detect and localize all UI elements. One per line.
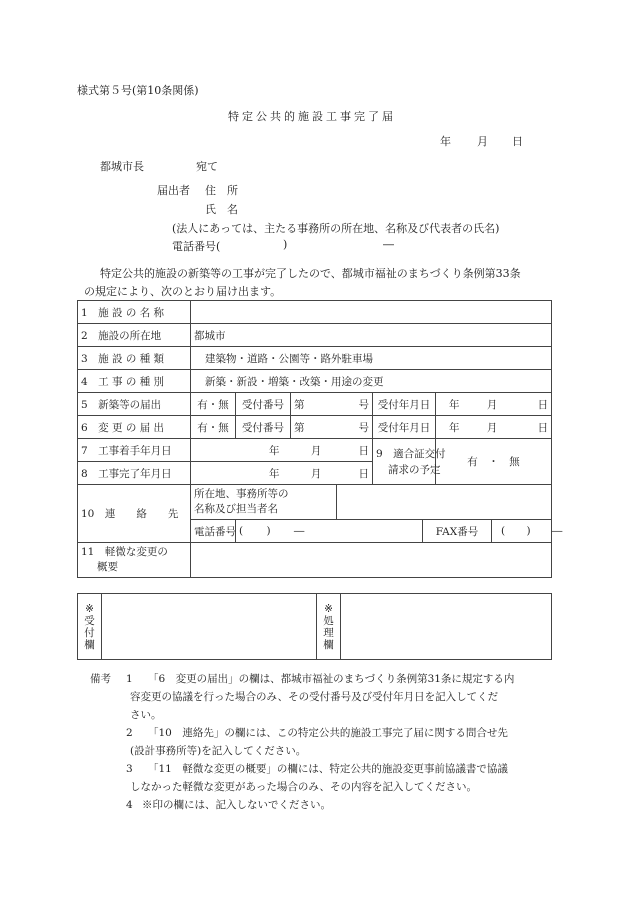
dai-label: 第 — [294, 421, 305, 434]
cert-request-label-line1: 9 適合証交付 — [376, 447, 446, 460]
applicant-phone-close: ) — [283, 238, 288, 251]
ymd-month: 月 — [310, 467, 322, 480]
process-mark-char: ※ — [324, 602, 333, 615]
minor-change-field[interactable] — [191, 543, 552, 578]
dash: ― — [551, 525, 563, 537]
ymd-month: 月 — [486, 421, 498, 434]
receipt-mark-char: 付 — [84, 626, 95, 639]
receipt-mark — [78, 594, 102, 660]
facility-name-field[interactable] — [191, 301, 552, 324]
receipt-field[interactable] — [102, 594, 317, 660]
ymd-year: 年 — [269, 444, 280, 457]
form-title: 特定公共的施設工事完了届 — [228, 110, 396, 123]
facility-location-field[interactable]: 都城市 — [191, 324, 552, 347]
ymd-day: 日 — [358, 444, 369, 457]
intro-line-1: 特定公共的施設の新築等の工事が完了したので、都城市福祉のまちづくり条例第33条 — [100, 267, 521, 280]
receipt-mark-char: 受 — [84, 614, 95, 627]
table-row — [78, 347, 552, 370]
dash: ― — [293, 525, 305, 537]
corporation-note: (法人にあっては、主たる事務所の所在地、名称及び代表者の氏名) — [172, 222, 500, 235]
new-build-receipt-date-field[interactable] — [436, 393, 552, 416]
change-yes-no[interactable]: 有・無 — [191, 416, 236, 439]
ymd-day: 日 — [537, 398, 549, 411]
office-use-table — [77, 593, 552, 660]
process-mark-char: 理 — [323, 626, 334, 639]
work-complete-date-field[interactable] — [191, 462, 373, 485]
applicant-label: 届出者 — [157, 184, 190, 197]
date-day-label: 日 — [512, 135, 523, 148]
ymd-year: 年 — [449, 421, 460, 434]
work-type-label: 4 工 事 の 種 別 — [78, 370, 191, 393]
facility-location-label: 2 施設の所在地 — [78, 324, 191, 347]
process-mark — [317, 594, 341, 660]
table-row — [78, 370, 552, 393]
note-2-line-2: (設計事務所等)を記入してください。 — [130, 745, 307, 757]
completion-form-table — [77, 300, 563, 578]
dai-label: 第 — [294, 398, 305, 411]
new-build-receipt-no-label: 受付番号 — [236, 393, 291, 416]
ymd-month: 月 — [310, 444, 322, 457]
note-number: 3 — [126, 763, 133, 775]
new-build-receipt-date-label: 受付年月日 — [373, 393, 436, 416]
note-2-line-1: 「10 連絡先」の欄には、この特定公共的施設工事完了届に関する問合せ先 — [148, 727, 508, 739]
ymd-day: 日 — [358, 467, 369, 480]
contact-sublabel — [191, 485, 337, 520]
ymd-year: 年 — [449, 398, 460, 411]
note-number: 1 — [126, 673, 133, 685]
receipt-mark-char: 欄 — [84, 638, 95, 651]
date-month-label: 月 — [477, 135, 488, 148]
minor-change-label — [78, 543, 191, 578]
note-1-line-3: さい。 — [130, 709, 162, 721]
contact-fax-label: FAX番号 — [423, 520, 492, 543]
table-row — [78, 301, 552, 324]
process-mark-char: 処 — [323, 614, 334, 627]
applicant-phone-label: 電話番号( — [172, 240, 221, 253]
work-complete-date-label: 8 工事完了年月日 — [78, 462, 191, 485]
new-build-receipt-no-field[interactable] — [291, 393, 373, 416]
work-type-options[interactable]: 新築・新設・増築・改築・用途の変更 — [191, 370, 552, 393]
contact-label: 10 連 絡 先 — [78, 485, 191, 543]
table-row — [78, 416, 552, 439]
ymd-month: 月 — [486, 398, 498, 411]
note-1-line-1: 「6 変更の届出」の欄は、都城市福祉のまちづくり条例第31条に規定する内 — [148, 673, 515, 685]
facility-name-label: 1 施 設 の 名 称 — [78, 301, 191, 324]
change-receipt-date-label: 受付年月日 — [373, 416, 436, 439]
table-row — [78, 543, 552, 578]
intro-line-2: の規定により、次のとおり届け出ます。 — [84, 285, 282, 298]
change-notice-label: 6 変 更 の 届 出 — [78, 416, 191, 439]
change-receipt-no-label: 受付番号 — [236, 416, 291, 439]
minor-change-label-line1: 11 軽微な変更の — [81, 546, 168, 558]
applicant-phone-dash: ― — [383, 238, 394, 251]
note-number: 2 — [126, 727, 133, 739]
note-1-line-2: 容変更の協議を行った場合のみ、その受付番号及び受付年月日を記入してくだ — [130, 691, 499, 703]
process-mark-char: 欄 — [323, 638, 334, 651]
ymd-day: 日 — [537, 421, 549, 434]
contact-phone-field[interactable] — [236, 520, 423, 543]
work-start-date-field[interactable] — [191, 439, 373, 462]
cert-request-yes-no[interactable]: 有 ・ 無 — [436, 439, 552, 485]
date-year-label: 年 — [440, 135, 451, 148]
notes-title: 備考 — [90, 673, 111, 685]
contact-sublabel-line2: 名称及び担当者名 — [194, 503, 278, 515]
facility-type-options[interactable]: 建築物・道路・公園等・路外駐車場 — [191, 347, 552, 370]
form-number: 様式第５号(第10条関係) — [77, 84, 199, 97]
contact-name-field[interactable] — [337, 485, 552, 520]
address-label: 住 所 — [205, 184, 238, 197]
table-row — [78, 324, 552, 347]
contact-fax-field[interactable] — [492, 520, 563, 543]
table-row — [78, 393, 552, 416]
note-3-line-2: しなかった軽微な変更があった場合のみ、その内容を記入してください。 — [130, 781, 478, 793]
table-row — [78, 439, 552, 462]
name-label: 氏 名 — [205, 203, 238, 216]
contact-phone-label: 電話番号 — [191, 520, 236, 543]
note-number: 4 — [126, 799, 133, 811]
addressee-suffix: 宛て — [196, 160, 218, 173]
paren-close: ) — [526, 525, 531, 537]
note-4-line-1: ※印の欄には、記入しないでください。 — [142, 799, 331, 811]
paren-open: ( — [501, 525, 506, 537]
new-build-notice-label: 5 新築等の届出 — [78, 393, 191, 416]
ymd-year: 年 — [269, 467, 280, 480]
work-start-date-label: 7 工事着手年月日 — [78, 439, 191, 462]
minor-change-label-line2: 概要 — [97, 561, 118, 573]
receipt-mark-char: ※ — [85, 602, 94, 615]
process-field[interactable] — [341, 594, 552, 660]
go-label: 号 — [358, 398, 369, 411]
paren-open: ( — [239, 525, 244, 537]
addressee-name: 都城市長 — [100, 160, 144, 173]
cert-request-label — [373, 439, 446, 485]
contact-sublabel-line1: 所在地、事務所等の — [194, 488, 289, 500]
go-label: 号 — [358, 421, 369, 434]
change-receipt-date-field[interactable] — [436, 416, 552, 439]
facility-type-label: 3 施 設 の 種 類 — [78, 347, 191, 370]
note-3-line-1: 「11 軽微な変更の概要」の欄には、特定公共的施設変更事前協議書で協議 — [148, 763, 508, 775]
table-row — [78, 485, 552, 520]
paren-close: ) — [266, 525, 271, 537]
new-build-yes-no[interactable]: 有・無 — [191, 393, 236, 416]
change-receipt-no-field[interactable] — [291, 416, 373, 439]
cert-request-label-line2: 請求の予定 — [388, 463, 441, 476]
